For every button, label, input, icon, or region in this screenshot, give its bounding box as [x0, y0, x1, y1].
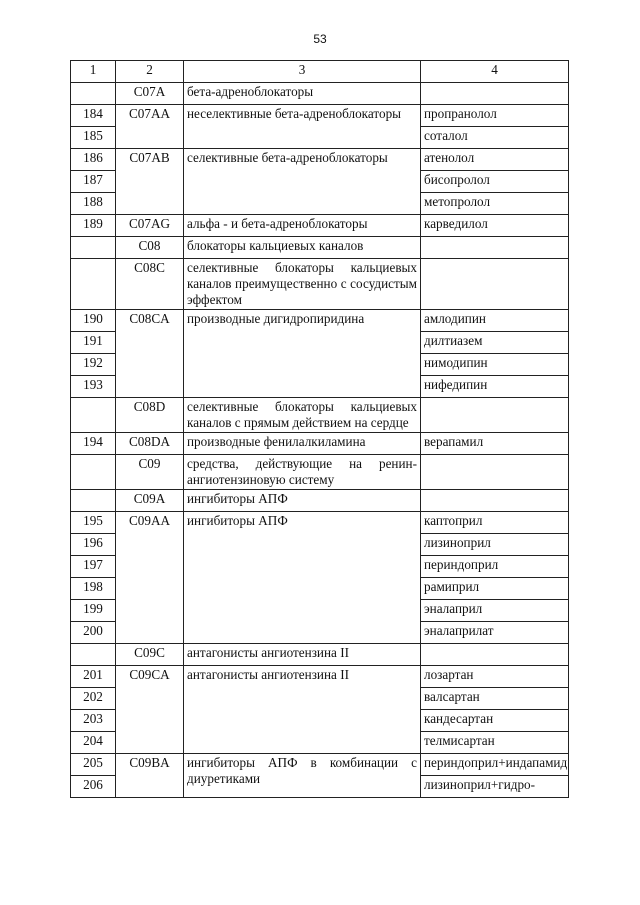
- atc-code: C08DA: [116, 433, 184, 455]
- column-header: 4: [421, 61, 569, 83]
- row-number: 196: [71, 534, 116, 556]
- atc-code: C07A: [116, 83, 184, 105]
- table-row: [71, 644, 569, 666]
- drug-name: лозартан: [421, 666, 569, 688]
- row-number: [71, 490, 116, 512]
- row-number: 204: [71, 732, 116, 754]
- row-number: 189: [71, 215, 116, 237]
- row-number: 199: [71, 600, 116, 622]
- drug-name: дилтиазем: [421, 332, 569, 354]
- row-number: 197: [71, 556, 116, 578]
- atc-code: C08: [116, 237, 184, 259]
- group-name: ингибиторы АПФ в комбинации с диуретиками: [184, 754, 421, 798]
- atc-code: C09: [116, 455, 184, 490]
- table-row: [71, 237, 569, 259]
- table-row: [71, 105, 569, 127]
- drug-name: рамиприл: [421, 578, 569, 600]
- drug-name: периндоприл+индапамид: [421, 754, 569, 776]
- group-name: селективные бета-адреноблокаторы: [184, 149, 421, 215]
- atc-code: C07AB: [116, 149, 184, 215]
- row-number: [71, 644, 116, 666]
- atc-code: C08CA: [116, 310, 184, 398]
- group-name: антагонисты ангиотензина II: [184, 644, 421, 666]
- drug-name: атенолол: [421, 149, 569, 171]
- atc-code: C08C: [116, 259, 184, 310]
- group-name: производные дигидропиридина: [184, 310, 421, 398]
- drug-name: телмисартан: [421, 732, 569, 754]
- row-number: 202: [71, 688, 116, 710]
- atc-code: C09CA: [116, 666, 184, 754]
- group-name: ингибиторы АПФ: [184, 490, 421, 512]
- row-number: 186: [71, 149, 116, 171]
- column-header: 2: [116, 61, 184, 83]
- table-row: [71, 259, 569, 310]
- atc-code: C09C: [116, 644, 184, 666]
- atc-code: C09A: [116, 490, 184, 512]
- row-number: 206: [71, 776, 116, 798]
- row-number: 200: [71, 622, 116, 644]
- group-name: селективные блокаторы кальциевых каналов преимущественно с сосудистым эффектом: [184, 259, 421, 310]
- group-name: антагонисты ангиотензина II: [184, 666, 421, 754]
- drug-name: верапамил: [421, 433, 569, 455]
- table-row: [71, 398, 569, 433]
- medication-table: [70, 60, 569, 798]
- table-row: [71, 455, 569, 490]
- table-row: [71, 215, 569, 237]
- drug-name: карведилол: [421, 215, 569, 237]
- column-header: 3: [184, 61, 421, 83]
- drug-name: валсартан: [421, 688, 569, 710]
- drug-name: нимодипин: [421, 354, 569, 376]
- column-header: 1: [71, 61, 116, 83]
- drug-name: [421, 398, 569, 433]
- table-header-row: [71, 61, 569, 83]
- row-number: 190: [71, 310, 116, 332]
- drug-name: [421, 259, 569, 310]
- table-row: [71, 149, 569, 171]
- row-number: 198: [71, 578, 116, 600]
- row-number: 188: [71, 193, 116, 215]
- drug-name: [421, 455, 569, 490]
- table-row: [71, 433, 569, 455]
- row-number: [71, 237, 116, 259]
- row-number: [71, 455, 116, 490]
- row-number: 195: [71, 512, 116, 534]
- row-number: 193: [71, 376, 116, 398]
- drug-name: эналаприлат: [421, 622, 569, 644]
- group-name: ингибиторы АПФ: [184, 512, 421, 644]
- drug-name: периндоприл: [421, 556, 569, 578]
- row-number: [71, 398, 116, 433]
- table-row: [71, 754, 569, 776]
- row-number: 191: [71, 332, 116, 354]
- drug-name: [421, 237, 569, 259]
- row-number: 203: [71, 710, 116, 732]
- table-row: [71, 666, 569, 688]
- atc-code: C08D: [116, 398, 184, 433]
- group-name: средства, действующие на ренин-ангиотензиновую систему: [184, 455, 421, 490]
- drug-name: [421, 83, 569, 105]
- row-number: 192: [71, 354, 116, 376]
- atc-code: C07AA: [116, 105, 184, 149]
- row-number: [71, 83, 116, 105]
- row-number: 185: [71, 127, 116, 149]
- table-row: [71, 83, 569, 105]
- group-name: производные фенилалкиламина: [184, 433, 421, 455]
- drug-name: [421, 490, 569, 512]
- atc-code: C07AG: [116, 215, 184, 237]
- row-number: 194: [71, 433, 116, 455]
- group-name: блокаторы кальциевых каналов: [184, 237, 421, 259]
- drug-name: пропранолол: [421, 105, 569, 127]
- page-number: 53: [313, 32, 327, 46]
- group-name: альфа - и бета-адреноблокаторы: [184, 215, 421, 237]
- drug-name: лизиноприл: [421, 534, 569, 556]
- table-row: [71, 512, 569, 534]
- drug-name: нифедипин: [421, 376, 569, 398]
- atc-code: C09BA: [116, 754, 184, 798]
- drug-name: эналаприл: [421, 600, 569, 622]
- drug-name: лизиноприл+гидро-: [421, 776, 569, 798]
- atc-code: C09AA: [116, 512, 184, 644]
- row-number: 205: [71, 754, 116, 776]
- drug-name: соталол: [421, 127, 569, 149]
- group-name: селективные блокаторы кальциевых каналов с прямым действием на сердце: [184, 398, 421, 433]
- table-row: [71, 310, 569, 332]
- row-number: [71, 259, 116, 310]
- drug-name: каптоприл: [421, 512, 569, 534]
- row-number: 184: [71, 105, 116, 127]
- row-number: 201: [71, 666, 116, 688]
- drug-name: метопролол: [421, 193, 569, 215]
- drug-name: кандесартан: [421, 710, 569, 732]
- group-name: бета-адреноблокаторы: [184, 83, 421, 105]
- row-number: 187: [71, 171, 116, 193]
- table-row: [71, 490, 569, 512]
- drug-name: амлодипин: [421, 310, 569, 332]
- drug-name: бисопролол: [421, 171, 569, 193]
- group-name: неселективные бета-адреноблокаторы: [184, 105, 421, 149]
- drug-name: [421, 644, 569, 666]
